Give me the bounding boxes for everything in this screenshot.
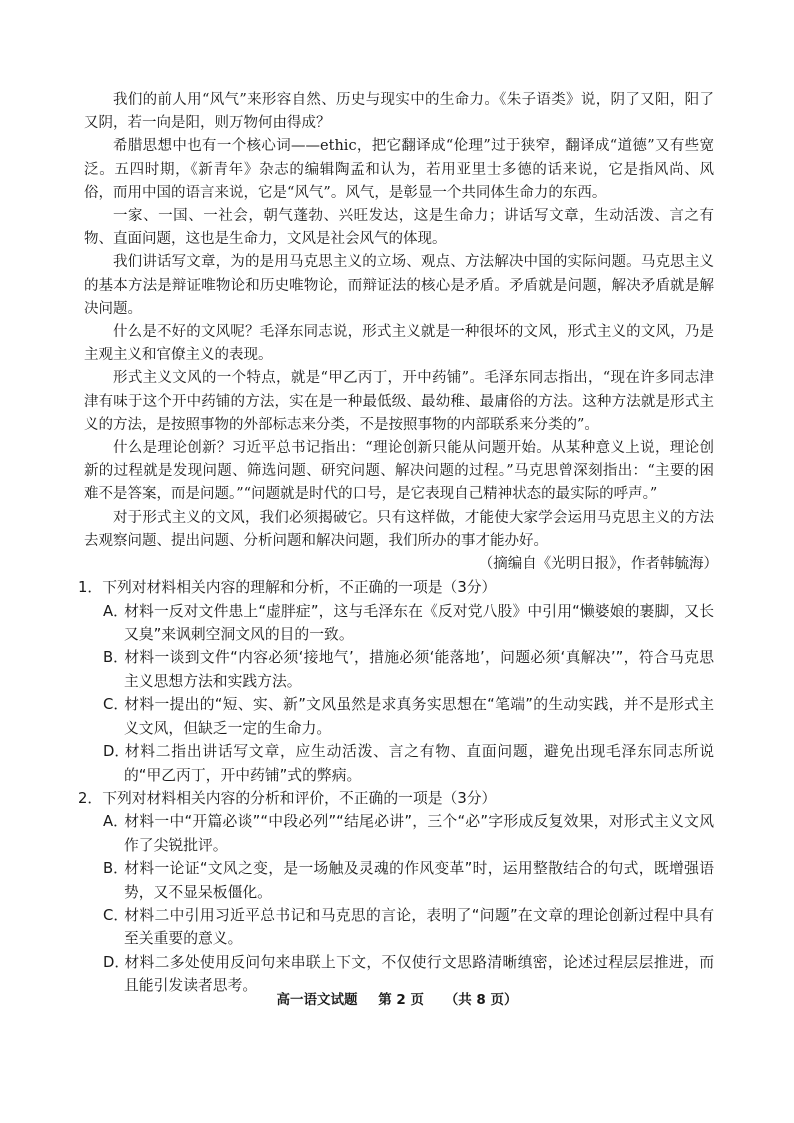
option-label: B． [103,860,128,878]
option-label: C． [103,906,129,924]
question-option[interactable] [84,600,714,647]
footer-page-total: （共 8 页） [444,992,518,1008]
passage-paragraph: 希腊思想中也有一个核心词——ethic，把它翻译成“伦理”过于狭窄，翻译成“道德”又有些宽泛。五四时期，《新青年》杂志的编辑陶孟和认为，若用亚里士多德的话来说，它是指风尚、风俗，而用中国的语言来说，它是“风气”。风气，是彰显一个共同体生命力的东西。 [84,138,714,201]
passage-paragraph: 一家、一国、一社会，朝气蓬勃、兴旺发达，这是生命力；讲话写文章，生动活泼、言之有物、直面问题，这也是生命力，文风是社会风气的体现。 [84,208,714,248]
question-stem: 2．下列对材料相关内容的分析和评价，不正确的一项是（3分） [78,789,497,807]
passage-paragraph: 对于形式主义的文风，我们必须揭破它。只有这样做，才能使大家学会运用马克思主义的方法去观察问题、提出问题、分析问题和解决问题，我们所办的事才能办好。 [84,509,714,549]
passage-paragraph: 什么是不好的文风呢？毛泽东同志说，形式主义就是一种很坏的文风，形式主义的文风，乃是主观主义和官僚主义的表现。 [84,324,714,364]
question-2 [78,787,714,998]
option-text: 材料一中“开篇必谈”“中段必列”“结尾必讲”，三个“必”字形成反复效果，对形式主义文风作了尖锐批评。 [124,813,714,854]
footer-page-number: 第 2 页 [378,992,424,1008]
option-text: 材料二指出讲话写文章，应生动活泼、言之有物、直面问题，避免出现毛泽东同志所说的“甲乙丙丁，开中药铺”式的弊病。 [124,743,714,784]
question-option[interactable] [84,904,714,951]
option-text: 材料一论证“文风之变，是一场触及灵魂的作风变革”时，运用整散结合的句式，既增强语势，又不显呆板僵化。 [124,860,714,901]
option-text: 材料一提出的“短、实、新”文风虽然是求真务实思想在“笔端”的生动实践，并不是形式主义文风，但缺乏一定的生命力。 [124,696,714,737]
passage-source: （摘编自《光明日报》，作者韩毓海） [478,556,718,573]
reading-passage [84,89,718,576]
question-option[interactable] [84,810,714,857]
passage-paragraph: 我们讲话写文章，为的是用马克思主义的立场、观点、方法解决中国的实际问题。马克思主义的基本方法是辩证唯物论和历史唯物论，而辩证法的核心是矛盾。矛盾就是问题，解决矛盾就是解决问题。 [84,254,714,317]
option-text: 材料一反对文件患上“虚胖症”，这与毛泽东在《反对党八股》中引用“懒婆娘的裹脚，又长又臭”来讽刺空洞文风的目的一致。 [124,602,714,644]
option-label: D． [103,953,130,971]
passage-paragraph: 什么是理论创新？习近平总书记指出：“理论创新只能从问题开始。从某种意义上说，理论创新的过程就是发现问题、筛选问题、研究问题、解决问题的过程。”马克思曾深刻指出：“主要的困难不是答案，而是问题。”“问题就是时代的口号，是它表现自己精神状态的最实际的呼声。” [84,440,714,503]
question-option[interactable] [84,740,714,787]
question-option[interactable] [84,857,714,904]
option-label: A． [103,602,128,620]
footer-subject: 高一语文试题 [276,992,358,1008]
question-option[interactable] [84,646,714,693]
option-label: C． [103,696,129,714]
option-text: 材料一谈到文件“内容必须‘接地气’，措施必须‘能落地’，问题必须‘真解决’”，符合马克思主义思想方法和实践方法。 [124,649,714,690]
page-footer [0,988,794,1008]
question-option[interactable] [84,693,714,740]
option-label: B． [103,649,128,667]
option-text: 材料二多处使用反问句来串联上下文，不仅使行文思路清晰缜密，论述过程层层推进，而且能引发读者思考。 [124,953,714,995]
exam-page-content [78,89,718,998]
option-label: D． [103,743,130,761]
option-label: A． [103,813,128,831]
question-stem: 1．下列对材料相关内容的理解和分析，不正确的一项是（3分） [78,579,497,597]
passage-paragraph: 形式主义文风的一个特点，就是“甲乙丙丁，开中药铺”。毛泽东同志指出，“现在许多同志津津有味于这个开中药铺的方法，实在是一种最低级、最幼稚、最庸俗的方法。这种方法就是形式主义的方法，是按照事物的外部标志来分类，不是按照事物的内部联系来分类的”。 [84,370,714,433]
option-text: 材料二中引用习近平总书记和马克思的言论，表明了“问题”在文章的理论创新过程中具有至关重要的意义。 [124,906,714,948]
passage-paragraph: 我们的前人用“风气”来形容自然、历史与现实中的生命力。《朱子语类》说，阴了又阳，阳了又阴，若一向是阳，则万物何由得成？ [84,92,714,132]
question-1 [78,576,714,787]
